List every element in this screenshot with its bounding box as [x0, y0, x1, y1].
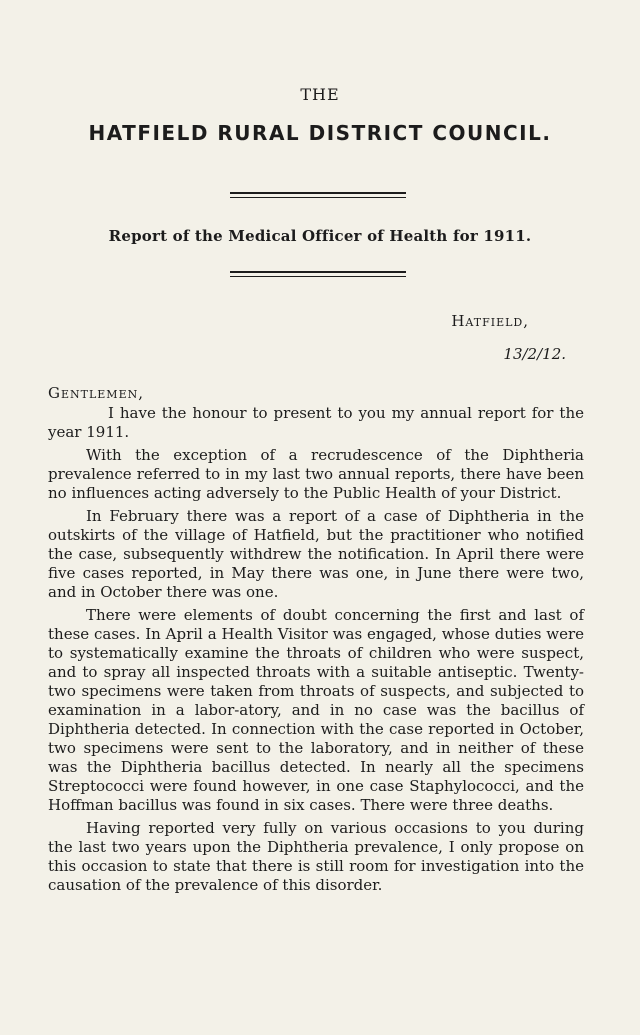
- body-paragraph: There were elements of doubt concerning the first and last of these cases. In April a Health Visitor was engaged, whose duties were to systematically examine the throats of children who were suspect, and to spray all inspected throats with a suitable antiseptic. Twenty-two specimens were taken from throats of suspects, and subjected to examination in a labor-atory, and in no case was the bacillus of Diphtheria detected. In connection with the case reported in October, two specimens were sent to the laboratory, and in neither of these was the Diphtheria bacillus detected. In nearly all the specimens Streptococci were found however, in one case Staphylococci, and the Hoffman bacillus was found in six cases. There were three deaths.: [48, 606, 584, 814]
- body-paragraph: With the exception of a recrudescence of the Diphtheria prevalence referred to in my last two annual reports, there have been no influences acting adversely to the Public Health of your District.: [48, 446, 584, 502]
- letter-salutation: Gentlemen,: [48, 384, 144, 402]
- council-title: HATFIELD RURAL DISTRICT COUNCIL.: [88, 121, 552, 145]
- body-paragraph: Having reported very fully on various occasions to you during the last two years upon the Diphtheria prevalence, I only propose on this occasion to state that there is still room for investigation into the causation of the prevalence of this disorder.: [48, 819, 584, 894]
- report-title: Report of the Medical Officer of Health for 1911.: [108, 227, 532, 245]
- header-the: THE: [300, 85, 340, 104]
- letter-place: Hatfield,: [451, 312, 529, 330]
- letter-date: 13/2/12.: [503, 345, 566, 363]
- body-paragraph: In February there was a report of a case of Diphtheria in the outskirts of the village of Hatfield, but the practitioner who notified the case, subsequently withdrew the notification. In April there were five cases reported, in May there was one, in June there were two, and in October there was one.: [48, 507, 584, 601]
- body-paragraph: I have the honour to present to you my annual report for the year 1911.: [48, 404, 584, 441]
- letter-body: [48, 404, 584, 899]
- divider-rule-bottom: [230, 271, 406, 277]
- divider-rule-top: [230, 192, 406, 198]
